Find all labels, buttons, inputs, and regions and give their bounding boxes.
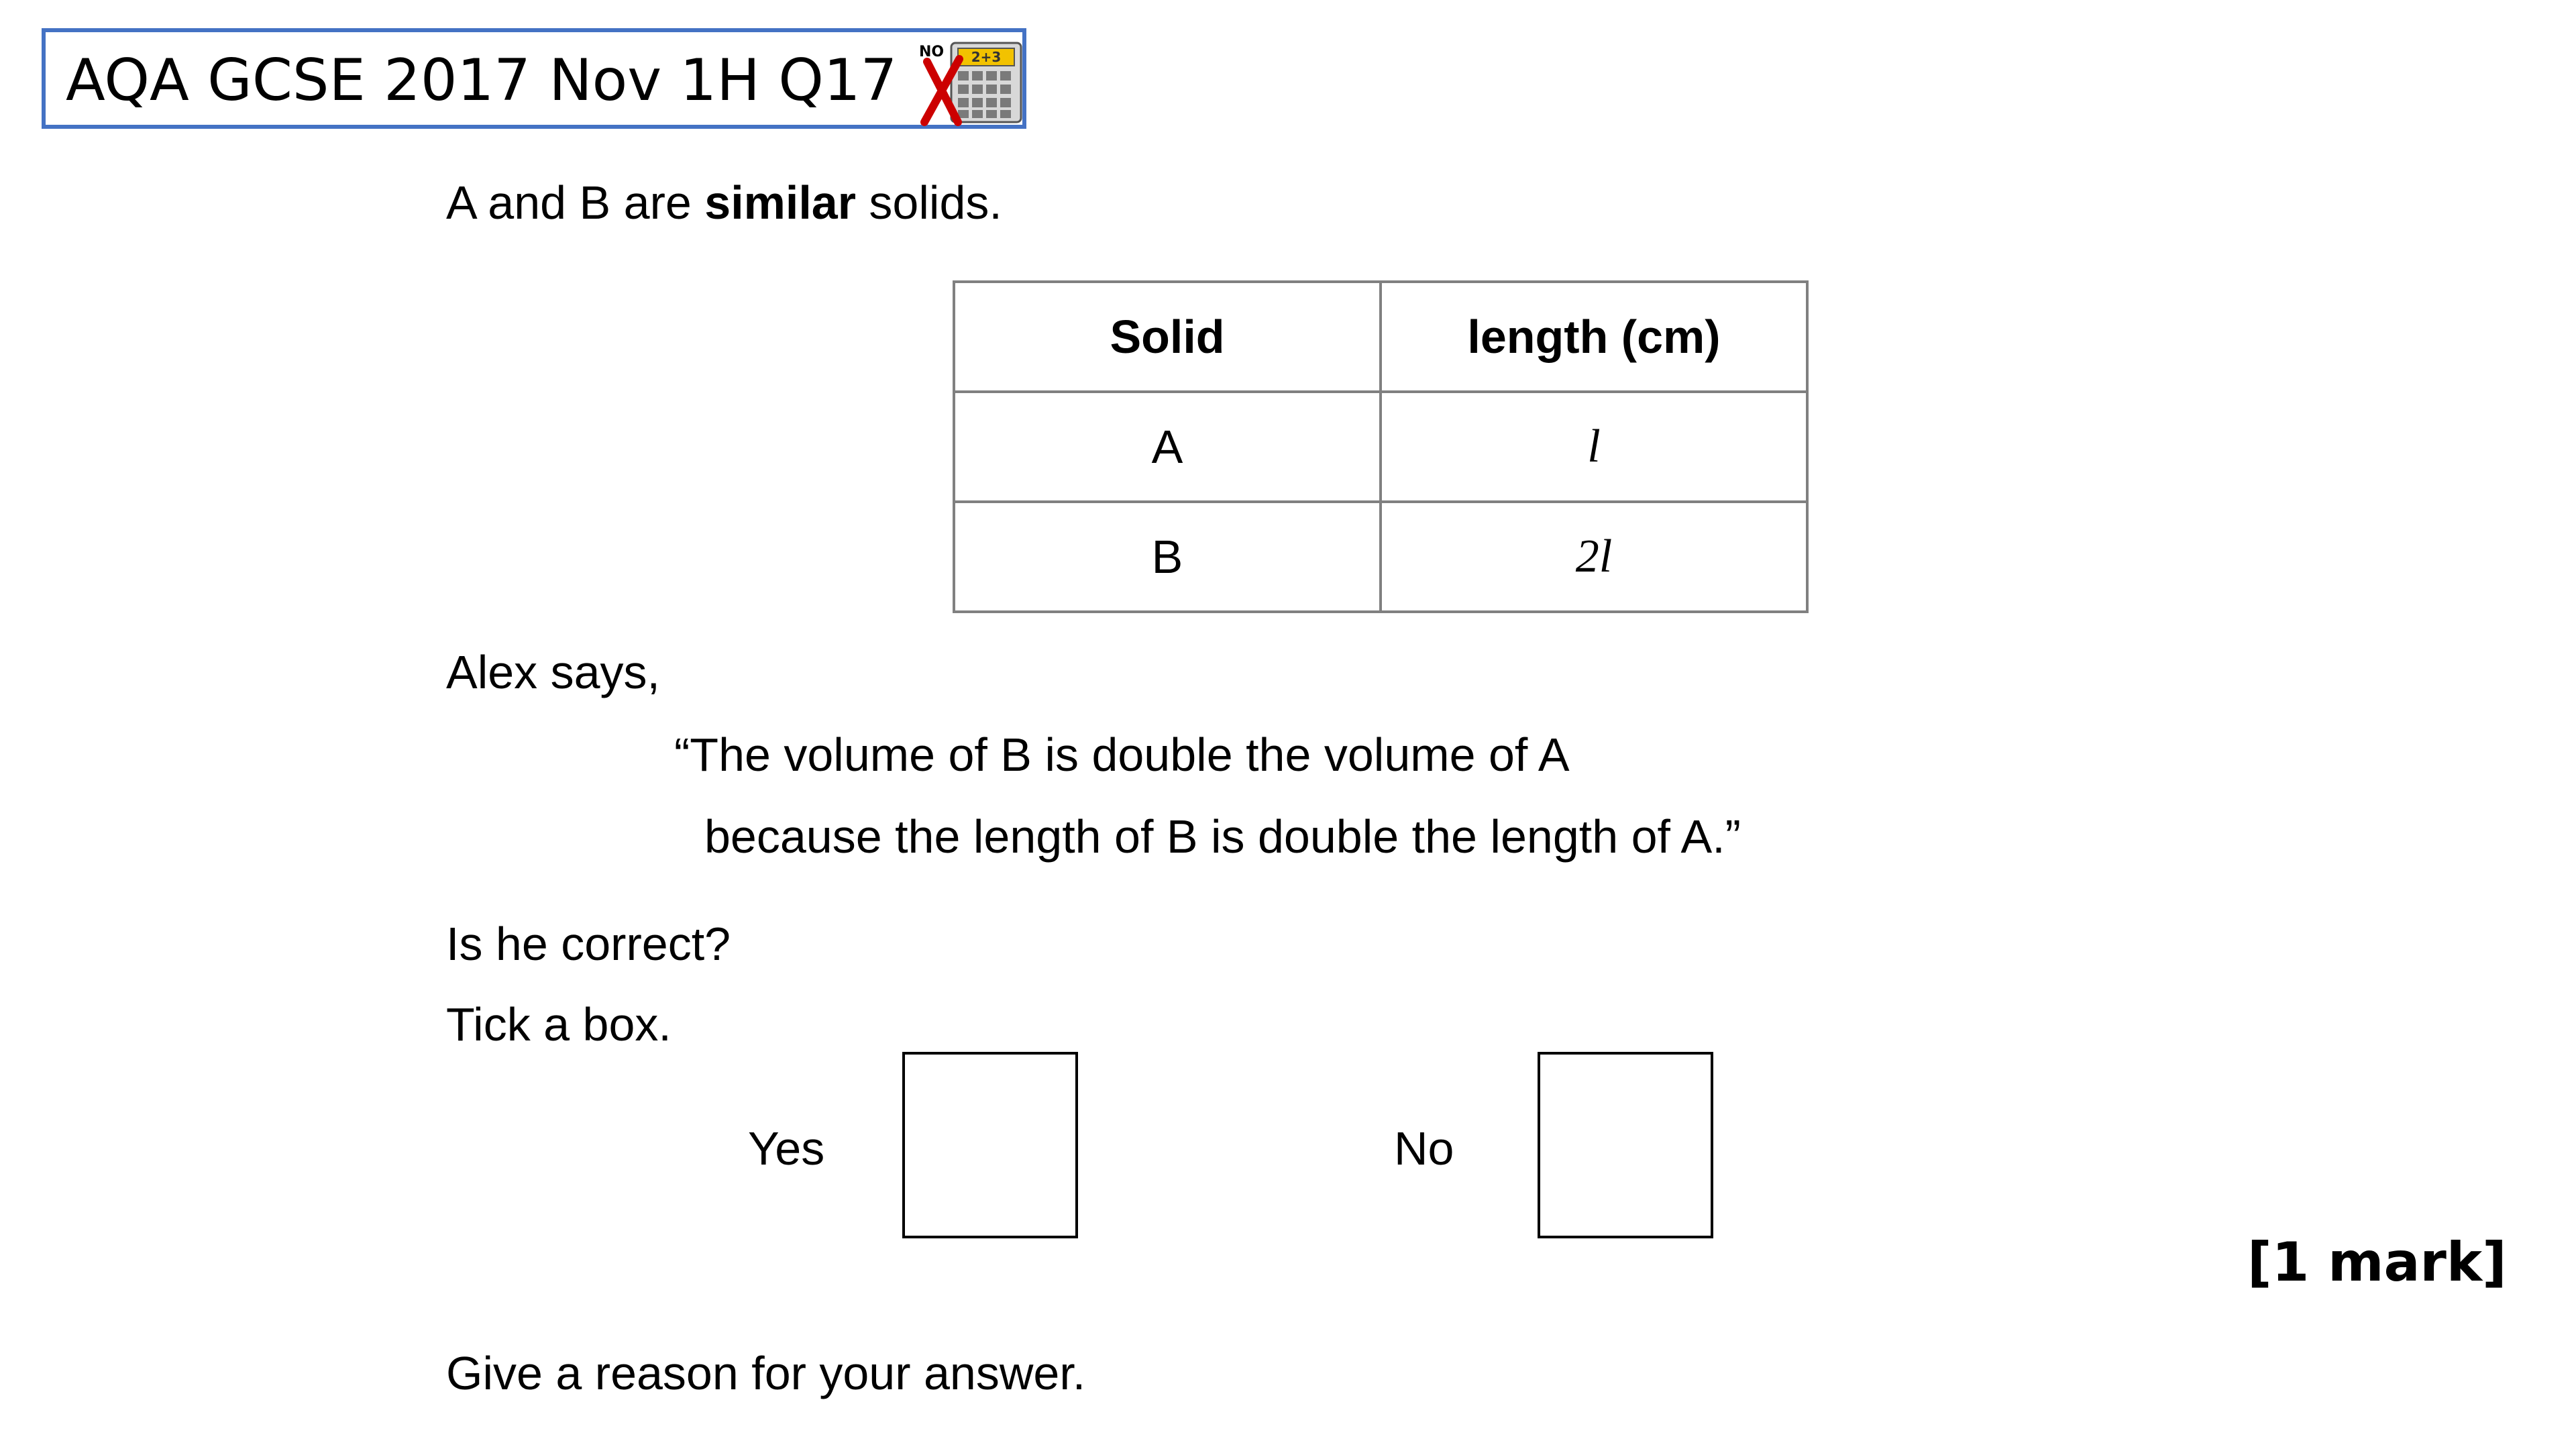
question-text: Is he correct? bbox=[446, 918, 731, 970]
no-checkbox[interactable] bbox=[1538, 1052, 1713, 1238]
table-row bbox=[954, 392, 1807, 502]
table-header-solid: Solid bbox=[954, 282, 1381, 392]
yes-label: Yes bbox=[748, 1122, 825, 1175]
table-cell-length: 2l bbox=[1381, 502, 1807, 612]
similar-solids-table bbox=[953, 280, 1809, 613]
table-header-row bbox=[954, 282, 1807, 392]
no-calculator-icon bbox=[918, 39, 1025, 126]
table-row bbox=[954, 502, 1807, 612]
reason-prompt: Give a reason for your answer. bbox=[446, 1347, 1086, 1399]
no-label: No bbox=[1394, 1122, 1454, 1175]
table-cell-solid: A bbox=[954, 392, 1381, 502]
intro-text bbox=[446, 176, 1002, 229]
page-title: AQA GCSE 2017 Nov 1H Q17 bbox=[66, 47, 898, 114]
intro-text-before: A and B are bbox=[446, 176, 705, 229]
title-box bbox=[42, 28, 1026, 129]
speaker-text: Alex says, bbox=[446, 646, 660, 698]
instruction-text: Tick a box. bbox=[446, 998, 672, 1051]
intro-text-after: solids. bbox=[855, 176, 1002, 229]
table-cell-solid: B bbox=[954, 502, 1381, 612]
calculator-display-text: 2+3 bbox=[971, 49, 1002, 65]
intro-text-bold: similar bbox=[704, 176, 856, 229]
quote-line-2: because the length of B is double the length of A.” bbox=[704, 810, 1741, 863]
quote-line-1: “The volume of B is double the volume of A bbox=[674, 729, 1570, 781]
yes-checkbox[interactable] bbox=[902, 1052, 1078, 1238]
table-header-length: length (cm) bbox=[1381, 282, 1807, 392]
no-calculator-label: NO bbox=[919, 44, 945, 60]
marks-label: [1 mark] bbox=[2247, 1231, 2507, 1293]
table-cell-length: l bbox=[1381, 392, 1807, 502]
